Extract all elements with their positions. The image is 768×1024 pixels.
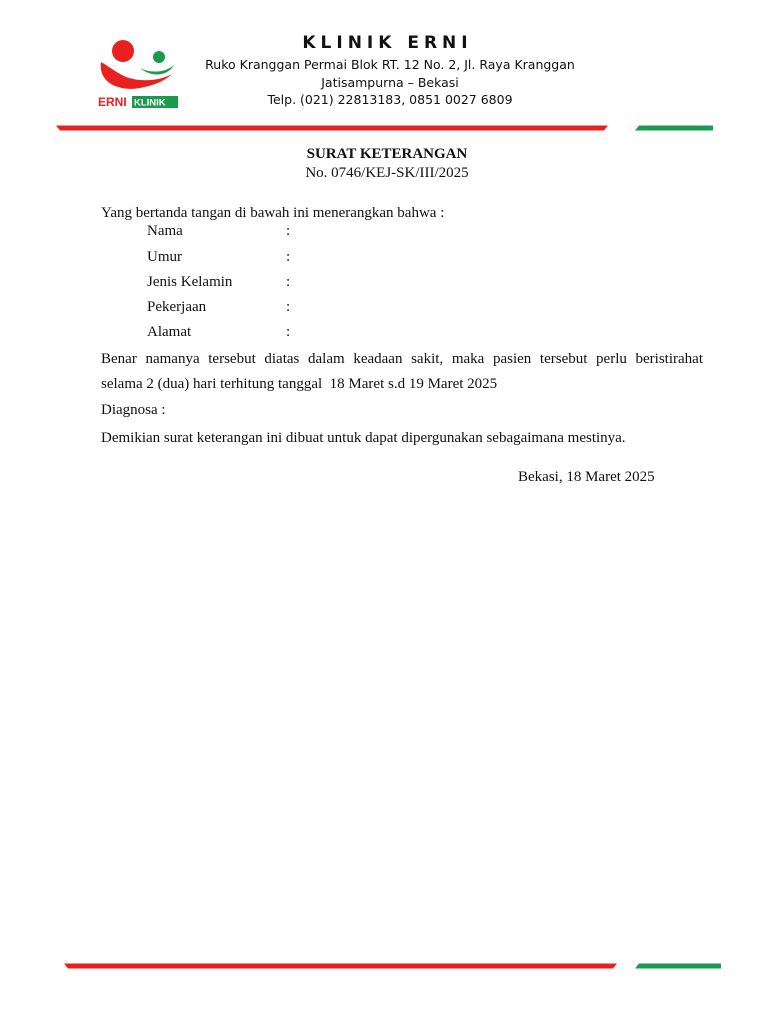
body-line-2: selama 2 (dua) hari terhitung tanggal 18 Maret s.d 19 Maret 2025 [101, 376, 498, 392]
header-red-bar [56, 124, 616, 132]
logo-red-body [101, 62, 172, 89]
logo-green-head [153, 51, 165, 63]
field-label-nama: Nama [147, 223, 183, 239]
intro-text: Yang bertanda tangan di bawah ini menerangkan bahwa : [101, 205, 445, 221]
header-green-bar [634, 124, 714, 132]
address-line-2: Jatisampurna – Bekasi [321, 75, 459, 90]
field-colon: : [286, 223, 291, 239]
logo-word-erni: ERNI [98, 95, 127, 109]
body-line-1: Benar namanya tersebut diatas dalam keadaan sakit, maka pasien tersebut perlu beristirahat [101, 351, 703, 367]
logo-green-swoosh [140, 65, 174, 74]
field-colon: : [286, 299, 291, 315]
field-label-umur: Umur [147, 249, 182, 265]
field-colon: : [286, 324, 291, 340]
clinic-name: KLINIK ERNI [302, 33, 473, 53]
field-colon: : [286, 274, 291, 290]
logo-red-head [112, 40, 134, 62]
footer-red-bar [64, 962, 624, 970]
phone-line: Telp. (021) 22813183, 0851 0027 6809 [267, 92, 513, 107]
diagnosa-label: Diagnosa : [101, 402, 166, 418]
document-number: No. 0746/KEJ-SK/III/2025 [305, 165, 469, 181]
field-label-pekerjaan: Pekerjaan [147, 299, 207, 315]
field-label-alamat: Alamat [147, 324, 192, 340]
closing-text: Demikian surat keterangan ini dibuat untuk dapat dipergunakan sebagaimana mestinya. [101, 430, 626, 446]
field-label-jenis-kelamin: Jenis Kelamin [147, 274, 233, 290]
clinic-logo [96, 38, 180, 110]
address-line-1: Ruko Kranggan Permai Blok RT. 12 No. 2, Jl. Raya Kranggan [205, 57, 575, 72]
document-title: SURAT KETERANGAN [306, 146, 468, 162]
footer-green-bar [634, 962, 722, 970]
logo-word-klinik: KLINIK [134, 97, 166, 109]
place-date: Bekasi, 18 Maret 2025 [518, 469, 655, 485]
field-colon: : [286, 249, 291, 265]
